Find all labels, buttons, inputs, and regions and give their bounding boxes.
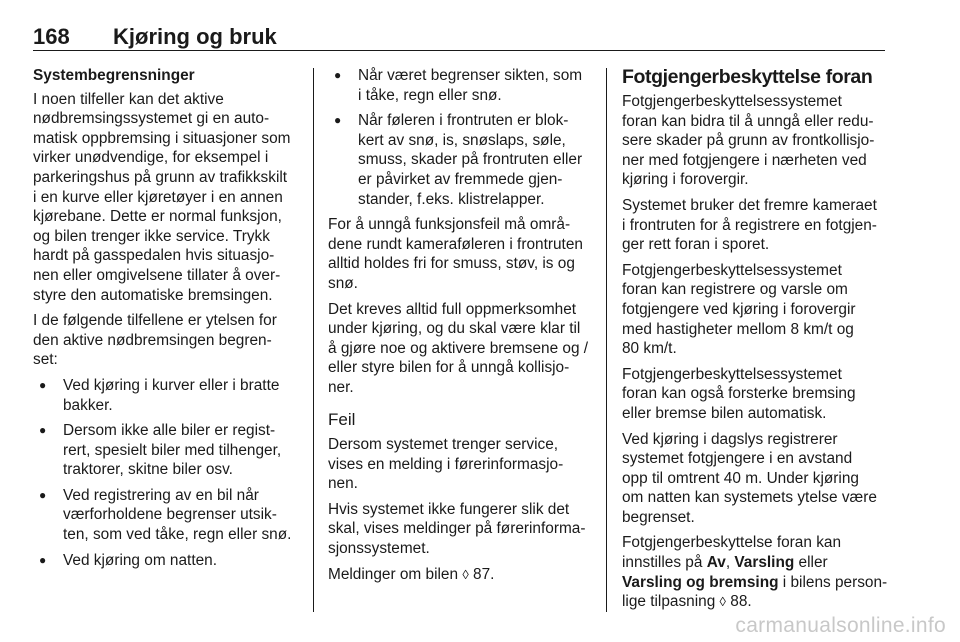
text-line: Når været begrenser sikten, som bbox=[358, 67, 583, 84]
section-title: Kjøring og bruk bbox=[113, 24, 277, 49]
page-reference[interactable]: 88. bbox=[730, 593, 752, 611]
text-line: foran kan også forsterke bremsing bbox=[622, 385, 856, 403]
text-line: værforholdene begrenser utsik- bbox=[63, 506, 277, 524]
text-line: kjøring i forovergir. bbox=[622, 171, 749, 189]
paragraph bbox=[622, 365, 888, 424]
text-line: vises en melding i førerinformasjo- bbox=[328, 455, 564, 473]
bullet-list bbox=[33, 376, 298, 570]
text-line: virker unødvendige, for eksempel i bbox=[33, 149, 269, 167]
watermark-text: carmanualsonline.info bbox=[735, 614, 946, 637]
text-line: skal, vises meldinger på førerinforma- bbox=[328, 520, 586, 538]
heading-fault: Feil bbox=[328, 409, 356, 429]
list-item bbox=[33, 551, 298, 571]
text-line: ten, som ved tåke, regn eller snø. bbox=[63, 526, 292, 544]
text-line: Systemet bruker det fremre kameraet bbox=[622, 196, 877, 214]
text-line: alltid holdes fri for smuss, støv, is og bbox=[328, 255, 575, 273]
column-divider bbox=[313, 68, 314, 612]
text-line: smuss, skader på frontruten eller bbox=[358, 151, 583, 169]
text-line: For å unngå funksjonsfeil må områ- bbox=[328, 216, 571, 234]
text-line: og bilen trenger ikke service. Trykk bbox=[33, 227, 270, 245]
paragraph bbox=[622, 261, 888, 359]
text-line: om natten kan systemets ytelse være bbox=[622, 489, 877, 507]
text-line: dene rundt kameraføleren i frontruten bbox=[328, 235, 583, 253]
text-line: i tåke, regn eller snø. bbox=[358, 86, 502, 104]
text-line: set: bbox=[33, 351, 58, 369]
text-line: Hvis systemet ikke fungerer slik det bbox=[328, 500, 570, 518]
page-reference-icon: ◊ bbox=[462, 566, 469, 582]
column-divider bbox=[606, 68, 607, 612]
bullet-list bbox=[328, 66, 593, 209]
list-item bbox=[33, 376, 298, 415]
text-line: eller bremse bilen automatisk. bbox=[622, 404, 827, 422]
text-line: å gjøre noe og aktivere bremsene og / bbox=[328, 339, 589, 357]
text-line: ner med fotgjengere i nærheten ved bbox=[622, 151, 867, 169]
page-reference-icon: ◊ bbox=[719, 594, 726, 610]
option-warning: Varsling bbox=[734, 554, 795, 572]
page-number: 168 bbox=[33, 24, 70, 49]
text-line: hardt på gasspedalen hvis situasjo- bbox=[33, 247, 275, 265]
paragraph bbox=[328, 435, 593, 494]
text-line: stander, f.eks. klistrelapper. bbox=[358, 190, 545, 208]
page-header bbox=[33, 24, 885, 51]
text-line: kert av snø, is, snøslaps, søle, bbox=[358, 131, 566, 149]
text-line: Fotgjengerbeskyttelsessystemet bbox=[622, 365, 842, 383]
text-line: den aktive nødbremsingen begren- bbox=[33, 331, 272, 349]
text-line: foran kan bidra til å unngå eller redu- bbox=[622, 112, 874, 130]
text-line: nen. bbox=[328, 475, 358, 493]
text-line: Det kreves alltid full oppmerksomhet bbox=[328, 300, 577, 318]
text-line: opp til omtrent 40 m. Under kjøring bbox=[622, 469, 859, 487]
text-line: begrenset. bbox=[622, 508, 695, 526]
text-line: fotgjengere ved kjøring i forovergir bbox=[622, 300, 856, 318]
text-line: Fotgjengerbeskyttelsessystemet bbox=[622, 93, 842, 110]
text-line: systemet fotgjengere i en avstand bbox=[622, 450, 853, 468]
text-line: Dersom ikke alle biler er regist- bbox=[63, 422, 276, 440]
list-item bbox=[328, 111, 593, 209]
text-line: nødbremsingssystemet gi en auto- bbox=[33, 110, 270, 128]
list-item bbox=[33, 486, 298, 545]
text-line: bakker. bbox=[63, 396, 113, 414]
text-line: styre den automatiske bremsingen. bbox=[33, 286, 273, 304]
paragraph bbox=[328, 300, 593, 398]
text-line: foran kan registrere og varsle om bbox=[622, 281, 848, 299]
text-line: kjørebane. Dette er normal funksjon, bbox=[33, 208, 282, 226]
paragraph bbox=[328, 215, 593, 293]
text-line: I de følgende tilfellene er ytelsen for bbox=[33, 312, 277, 330]
text-line: i frontruten for å registrere en fotgjen- bbox=[622, 216, 877, 234]
option-warning-and-braking: Varsling og bremsing bbox=[622, 573, 779, 591]
heading-pedestrian-protection: Fotgjengerbeskyttelse foran bbox=[622, 66, 873, 88]
text-line: snø. bbox=[328, 274, 358, 292]
text-line: Når føleren i frontruten er blok- bbox=[358, 112, 569, 130]
text-line: rert, spesielt biler med tilhenger, bbox=[63, 441, 282, 459]
paragraph bbox=[622, 196, 888, 255]
text-line: nen eller omgivelsene tillater å over- bbox=[33, 266, 281, 284]
text-line: parkeringshus på grunn av trafikkskilt bbox=[33, 168, 288, 186]
text-line: sjonssystemet. bbox=[328, 540, 430, 558]
text-line: Fotgjengerbeskyttelsessystemet bbox=[622, 261, 842, 279]
paragraph bbox=[622, 430, 888, 528]
list-item bbox=[328, 66, 593, 105]
text-line: Ved kjøring i kurver eller i bratte bbox=[63, 376, 280, 394]
paragraph bbox=[622, 92, 888, 190]
text-line: er påvirket av fremmede gjen- bbox=[358, 170, 563, 188]
paragraph-vehicle-messages: Meldinger om bilen ◊ 87. bbox=[328, 565, 495, 583]
paragraph-settings: Fotgjengerbeskyttelse foran kan innstilles på Av, Varsling eller Varsling og bremsing i bilens person- lige tilpasning ◊ 88. bbox=[622, 534, 888, 611]
text-line: Ved registrering av en bil når bbox=[63, 486, 259, 504]
paragraph bbox=[33, 90, 298, 306]
text-line: eller styre bilen for å unngå kollisjo- bbox=[328, 359, 570, 377]
option-off: Av bbox=[706, 554, 726, 572]
list-item bbox=[33, 421, 298, 480]
text-line: Dersom systemet trenger service, bbox=[328, 436, 559, 454]
column-3 bbox=[622, 66, 888, 618]
paragraph bbox=[328, 500, 593, 559]
text-line: matisk oppbremsing i situasjoner som bbox=[33, 129, 291, 147]
text-line: traktorer, skitne biler osv. bbox=[63, 461, 233, 479]
text-line: i en kurve eller kjøretøyer i en annen bbox=[33, 188, 283, 206]
text-line: sere skader på grunn av frontkollisjo- bbox=[622, 132, 875, 150]
text-line: Ved kjøring i dagslys registrerer bbox=[622, 430, 838, 448]
text-line: under kjøring, og du skal være klar til bbox=[328, 320, 581, 338]
text-line: 80 km/t. bbox=[622, 340, 677, 358]
column-1 bbox=[33, 66, 298, 576]
text-line: I noen tilfeller kan det aktive bbox=[33, 90, 224, 108]
text-line: med hastigheter mellom 8 km/t og bbox=[622, 320, 854, 338]
text-line: ner. bbox=[328, 378, 354, 396]
text-line: Ved kjøring om natten. bbox=[63, 551, 217, 569]
page-reference[interactable]: 87. bbox=[473, 565, 495, 583]
heading-system-limits: Systembegrensninger bbox=[33, 67, 195, 84]
column-2 bbox=[328, 66, 593, 590]
paragraph bbox=[33, 311, 298, 370]
text-line: ger rett foran i sporet. bbox=[622, 236, 770, 254]
